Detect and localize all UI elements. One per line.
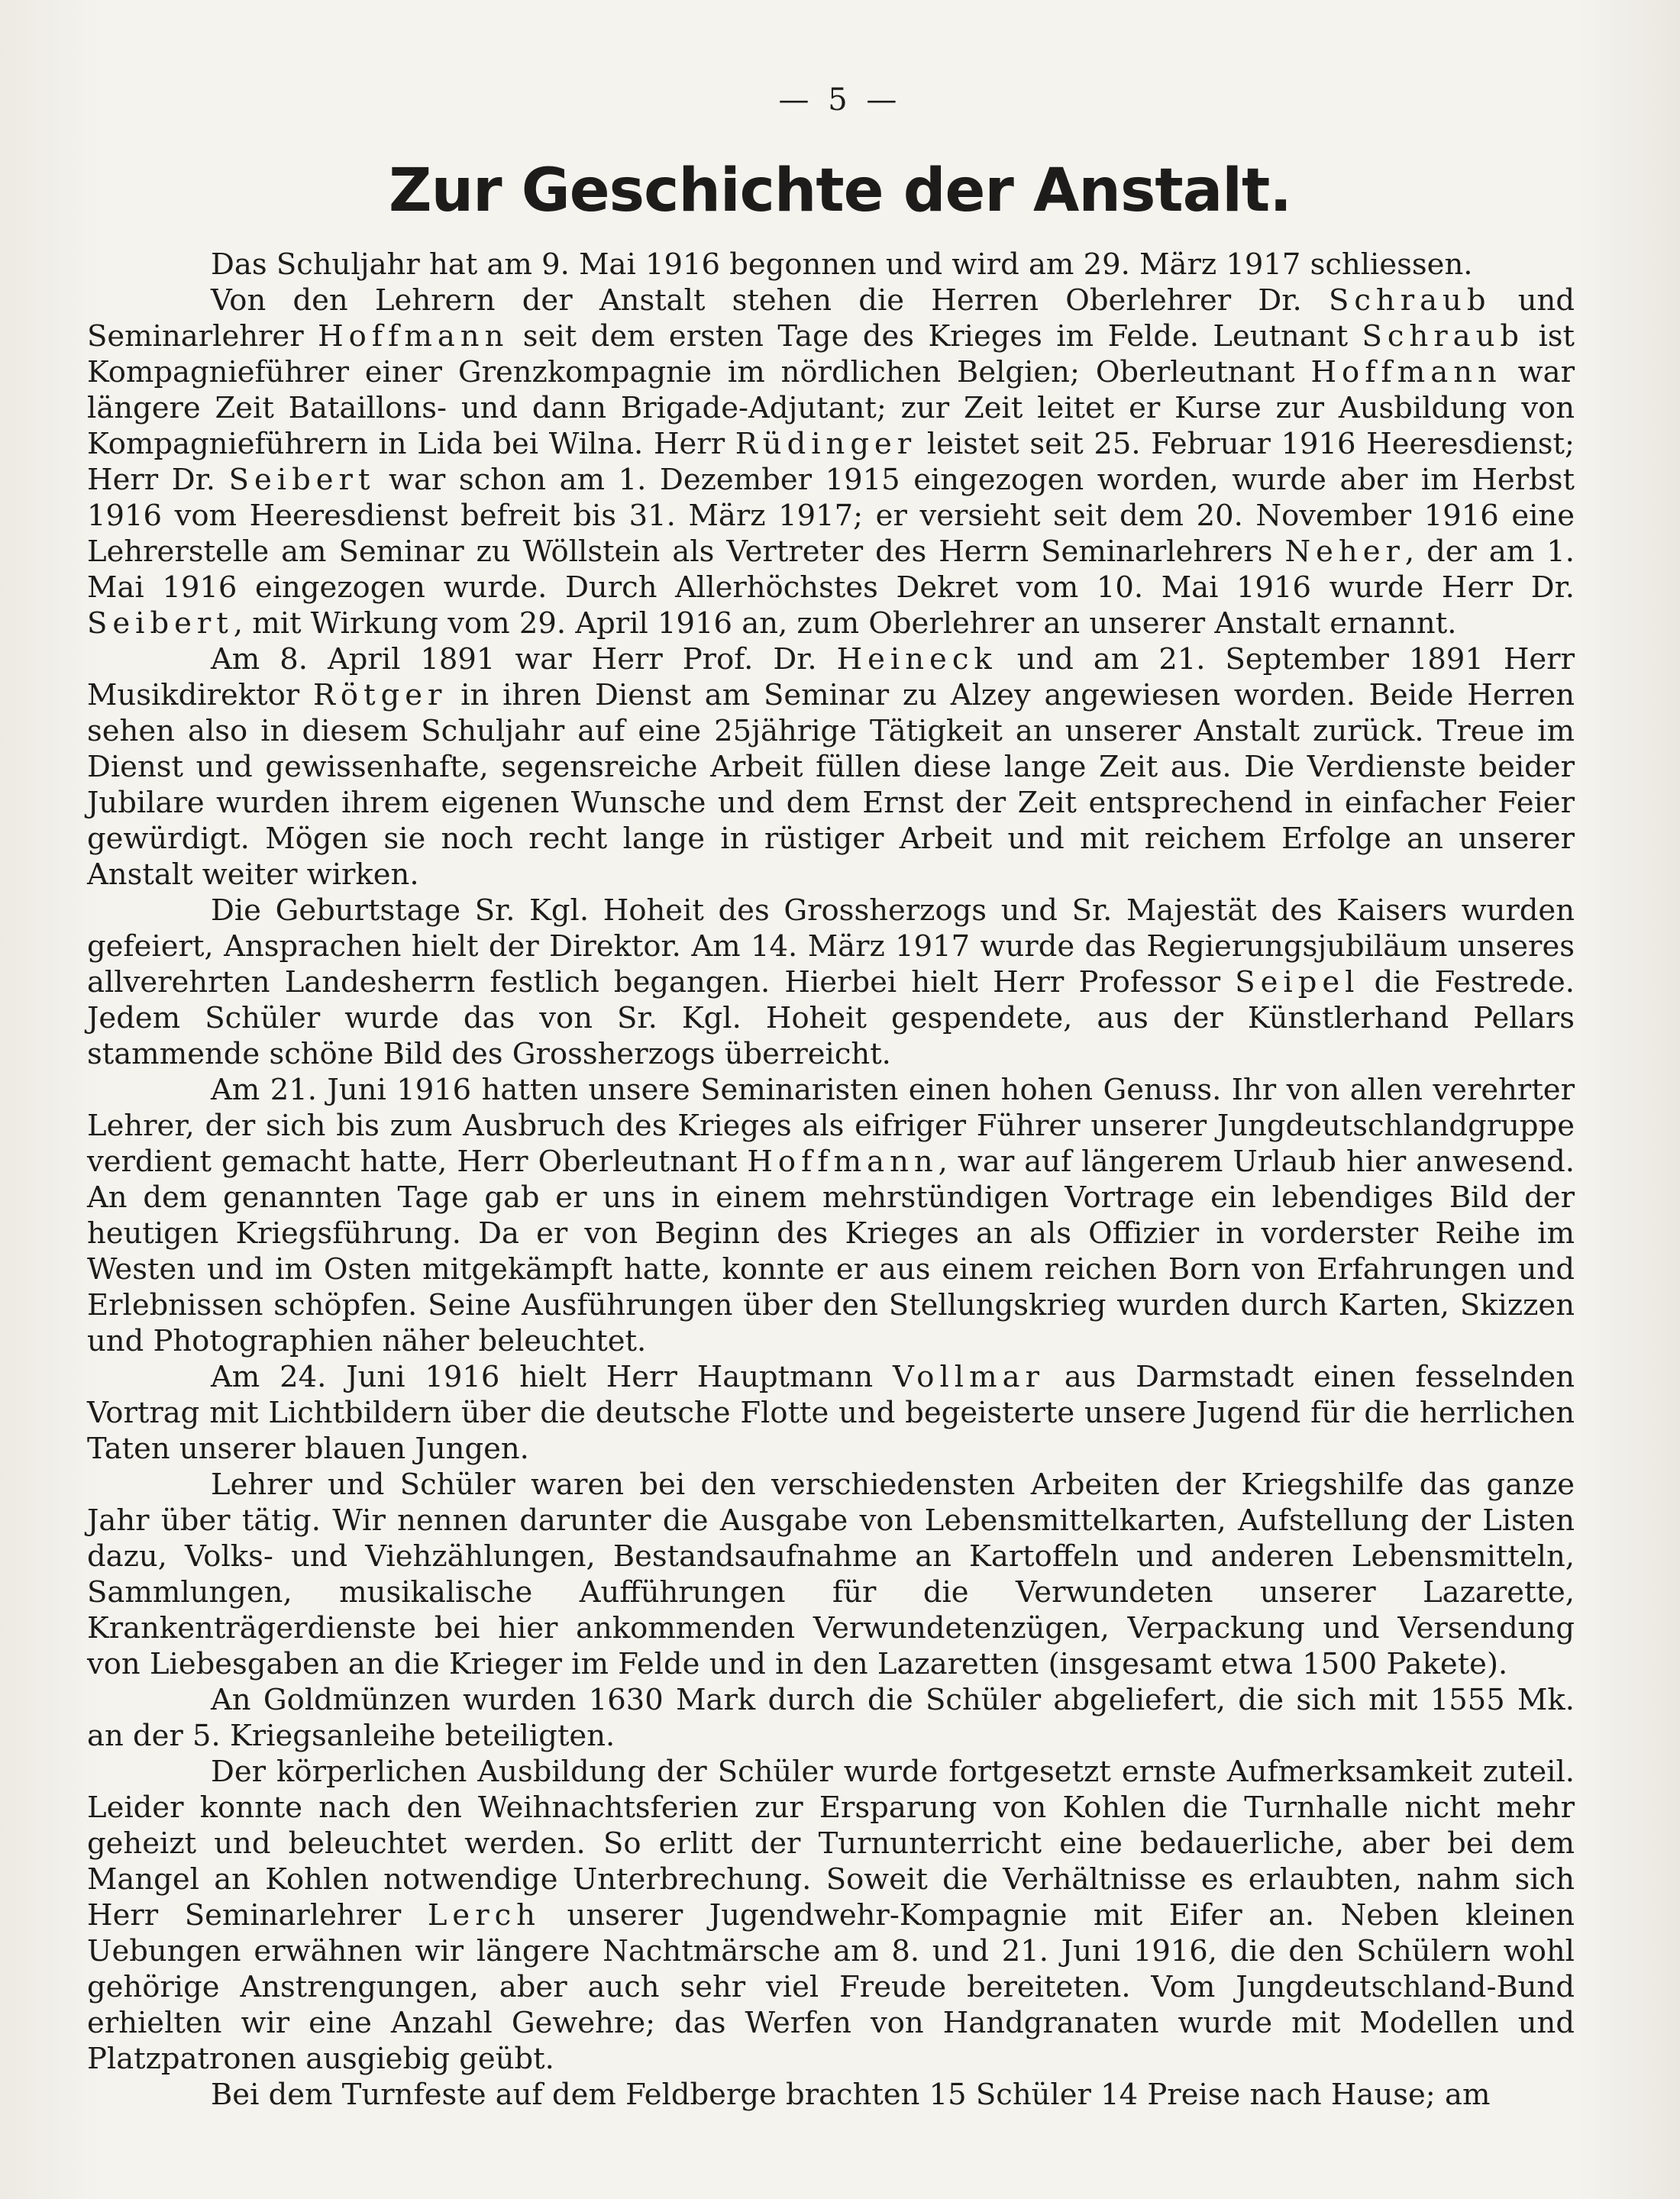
- spaced-name: Hoffmann: [1310, 355, 1502, 389]
- text-run: seit dem ersten Tage des Krieges im Felde. Leutnant: [509, 319, 1362, 354]
- text-run: ist Kompagnieführer einer Grenzkompagnie im nördlichen Belgien; Oberleutnant: [87, 319, 1575, 389]
- paragraph: [87, 641, 1575, 893]
- paragraph: [87, 247, 1575, 283]
- spaced-name: Vollmar: [893, 1360, 1045, 1394]
- text-run: und am 21. September 1891 Herr Musikdirektor: [87, 642, 1575, 712]
- paragraph: [87, 893, 1575, 1072]
- text-run: Bei dem Turnfeste auf dem Feldberge brachten 15 Schüler 14 Preise nach Hause; am: [211, 2078, 1491, 2112]
- text-run: Am 24. Juni 1916 hielt Herr Hauptmann: [211, 1360, 893, 1394]
- text-run: Die Geburtstage Sr. Kgl. Hoheit des Grossherzogs und Sr. Majestät des Kaisers wurden gefeiert, Ansprachen hielt der Direktor. Am 14. März 1917 wurde das Regierungsjubiläum unseres allverehrten Landesherrn festlich begangen. Hierbei hielt Herr Professor: [87, 893, 1575, 999]
- text-run: Am 21. Juni 1916 hatten unsere Seminaristen einen hohen Genuss. Ihr von allen verehrter Lehrer, der sich bis zum Ausbruch des Krieges als eifriger Führer unserer Jungdeutschlandgruppe verdient gemacht hatte, Herr Oberleutnant: [87, 1073, 1575, 1179]
- text-run: war schon am 1. Dezember 1915 eingezogen worden, wurde aber im Herbst 1916 vom Heeresdienst befreit bis 31. März 1917; er versieht seit dem 20. November 1916 eine Lehrerstelle am Seminar zu Wöllstein als Vertreter des Herrn Seminarlehrers: [87, 463, 1575, 569]
- paragraph: [87, 1754, 1575, 2077]
- spaced-name: Hoffmann: [747, 1145, 939, 1179]
- text-run: , war auf längerem Urlaub hier anwesend. An dem genannten Tage gab er uns in einem mehrstündigen Vortrage ein lebendiges Bild der heutigen Kriegsführung. Da er von Beginn des Krieges an als Offizier in vorderster Reihe im Westen und im Osten mitgekämpft hatte, konnte er aus einem reichen Born von Erfahrungen und Erlebnissen schöpfen. Seine Ausführungen über den Stellungskrieg wurden durch Karten, Skizzen und Photographien näher beleuchtet.: [87, 1145, 1575, 1358]
- page-title: Zur Geschichte der Anstalt.: [389, 157, 1291, 225]
- text-run: , mit Wirkung vom 29. April 1916 an, zum Oberlehrer an unserer Anstalt ernannt.: [233, 606, 1457, 641]
- spaced-name: Lerch: [427, 1898, 541, 1933]
- text-run: in ihren Dienst am Seminar zu Alzey angewiesen worden. Beide Herren sehen also in diesem Schuljahr auf eine 25jährige Tätigkeit an unserer Anstalt zurück. Treue im Dienst und gewissenhafte, segensreiche Arbeit füllen diese lange Zeit aus. Die Verdienste beider Jubilare wurden ihrem eigenen Wunsche und dem Ernst der Zeit entsprechend in einfacher Feier gewürdigt. Mögen sie noch recht lange in rüstiger Arbeit und mit reichem Erfolge an unserer Anstalt weiter wirken.: [87, 678, 1575, 892]
- text-run: unserer Jugendwehr-Kompagnie mit Eifer an. Neben kleinen Uebungen erwähnen wir längere Nachtmärsche am 8. und 21. Juni 1916, die den Schülern wohl gehörige Anstrengungen, aber auch sehr viel Freude bereiteten. Vom Jungdeutschland-Bund erhielten wir eine Anzahl Gewehre; das Werfen von Handgranaten wurde mit Modellen und Platzpatronen ausgiebig geübt.: [87, 1898, 1575, 2076]
- text-run: Am 8. April 1891 war Herr Prof. Dr.: [211, 642, 837, 676]
- paragraph: [87, 1682, 1575, 1754]
- spaced-name: Heineck: [836, 642, 997, 676]
- spaced-name: Hoffmann: [318, 319, 509, 354]
- text-run: , der am 1. Mai 1916 eingezogen wurde. Durch Allerhöchstes Dekret vom 10. Mai 1916 wurde Herr Dr.: [87, 534, 1575, 605]
- text-run: An Goldmünzen wurden 1630 Mark durch die Schüler abgeliefert, die sich mit 1555 Mk. an der 5. Kriegsanleihe beteiligten.: [87, 1683, 1575, 1753]
- text-run: Von den Lehrern der Anstalt stehen die Herren Oberlehrer Dr.: [211, 283, 1329, 318]
- spaced-name: Neher: [1284, 534, 1405, 569]
- paragraph: [87, 1072, 1575, 1359]
- spaced-name: Seibert: [87, 606, 234, 641]
- spaced-name: Schraub: [1328, 283, 1491, 318]
- paragraph: [87, 1359, 1575, 1467]
- page-number: — 5 —: [778, 82, 902, 118]
- text-run: und Seminarlehrer: [87, 283, 1575, 354]
- paragraph: [87, 283, 1575, 641]
- text-run: aus Darmstadt einen fesselnden Vortrag mit Lichtbildern über die deutsche Flotte und begeisterte unsere Jugend für die herrlichen Taten unserer blauen Jungen.: [87, 1360, 1575, 1466]
- text-run: die Festrede. Jedem Schüler wurde das von Sr. Kgl. Hoheit gespendete, aus der Künstlerhand Pellars stammende schöne Bild des Grossherzogs überreicht.: [87, 965, 1575, 1071]
- paragraph: [87, 1467, 1575, 1682]
- text-run: Lehrer und Schüler waren bei den verschiedensten Arbeiten der Kriegshilfe das ganze Jahr über tätig. Wir nennen darunter die Ausgabe von Lebensmittelkarten, Aufstellung der Listen dazu, Volks- und Viehzählungen, Bestandsaufnahme an Kartoffeln und anderen Lebensmitteln, Sammlungen, musikalische Aufführungen für die Verwundeten unserer Lazarette, Krankenträgerdienste bei hier ankommenden Verwundetenzügen, Verpackung und Versendung von Liebesgaben an die Krieger im Felde und in den Lazaretten (insgesamt etwa 1500 Pakete).: [87, 1468, 1575, 1681]
- spaced-name: Seibert: [228, 463, 376, 497]
- paragraph: [87, 2077, 1575, 2113]
- spaced-name: Seipel: [1235, 965, 1360, 999]
- text-run: leistet seit 25. Februar 1916 Heeresdienst; Herr Dr.: [87, 427, 1575, 497]
- spaced-name: Rüdinger: [735, 427, 917, 461]
- body-text: [87, 247, 1575, 2113]
- text-run: Das Schuljahr hat am 9. Mai 1916 begonnen und wird am 29. März 1917 schliessen.: [211, 247, 1473, 282]
- spaced-name: Rötger: [312, 678, 447, 712]
- text-run: war längere Zeit Bataillons- und dann Brigade-Adjutant; zur Zeit leitet er Kurse zur Ausbildung von Kompagnieführern in Lida bei Wilna. Herr: [87, 355, 1575, 461]
- spaced-name: Schraub: [1362, 319, 1525, 354]
- text-run: Der körperlichen Ausbildung der Schüler wurde fortgesetzt ernste Aufmerksamkeit zuteil. Leider konnte nach den Weihnachtsferien zur Ersparung von Kohlen die Turnhalle nicht mehr geheizt und beleuchtet werden. So erlitt der Turnunterricht eine bedauerliche, aber bei dem Mangel an Kohlen notwendige Unterbrechung. Soweit die Verhältnisse es erlaubten, nahm sich Herr Seminarlehrer: [87, 1755, 1575, 1933]
